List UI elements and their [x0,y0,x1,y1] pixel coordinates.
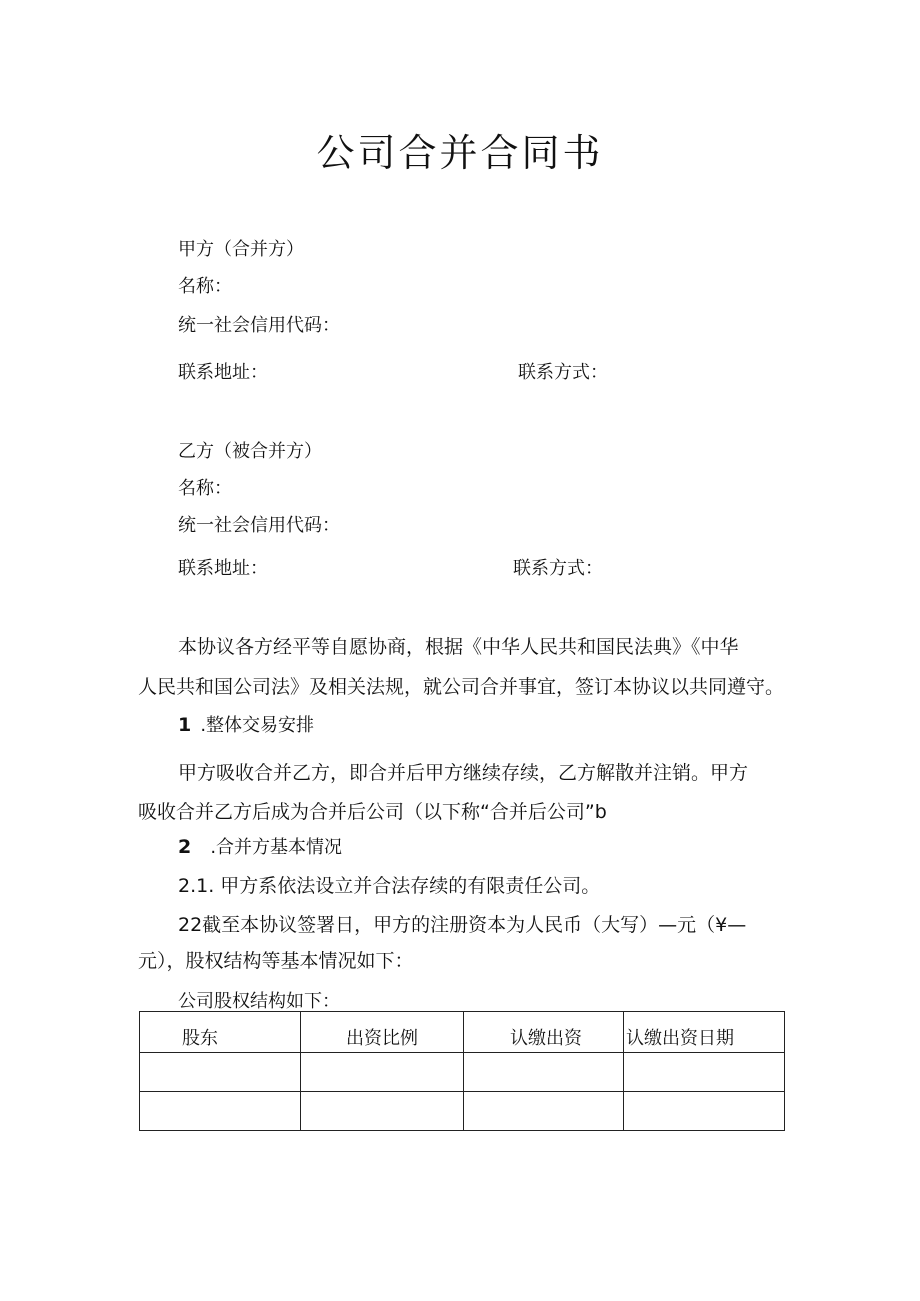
preamble-line-1: 本协议各方经平等自愿协商，根据《中华人民共和国民法典》《中华 [178,636,739,658]
party-b-credit-code-label: 统一社会信用代码： [178,515,340,536]
party-a-heading: 甲方（合并方） [178,239,304,260]
table-cell [464,1092,624,1131]
equity-table-header-row [140,1012,785,1053]
equity-header-shareholder: 股东 [140,1012,301,1053]
table-cell [624,1092,785,1131]
table-row [140,1053,785,1092]
party-a-credit-code-label: 统一社会信用代码： [178,315,340,336]
equity-table [139,1011,785,1131]
clause-2-2-line-1: 22截至本协议签署日，甲方的注册资本为人民币（大写）—元（¥— [178,914,747,936]
section-2-title: .合并方基本情况 [210,837,343,858]
party-b-address-label: 联系地址： [178,558,268,579]
clause-2-2-line-2: 元），股权结构等基本情况如下： [138,950,414,972]
table-row [140,1092,785,1131]
equity-header-date: 认缴出资日期 [624,1012,785,1053]
clause-2-1: 2.1. 甲方系依法设立并合法存续的有限责任公司。 [178,875,601,897]
party-b-heading: 乙方（被合并方） [178,441,322,462]
equity-intro: 公司股权结构如下： [178,991,340,1012]
preamble-line-2: 人民共和国公司法》及相关法规，就公司合并事宜，签订本协议以共同遵守。 [138,676,785,698]
document-title: 公司合并合同书 [316,131,604,175]
table-cell [301,1053,464,1092]
section-2-heading [178,833,342,859]
section-1-body-line-1: 甲方吸收合并乙方，即合并后甲方继续存续，乙方解散并注销。甲方 [178,762,749,784]
section-1-number: 1 [178,714,192,736]
table-cell [140,1053,301,1092]
table-cell [464,1053,624,1092]
section-1-body-line-2: 吸收合并乙方后成为合并后公司（以下称“合并后公司”b [138,801,607,823]
equity-header-subscribed: 认缴出资 [464,1012,624,1053]
party-b-contact-label: 联系方式： [513,558,603,579]
section-1-title: .整体交易安排 [200,715,315,736]
party-a-contact-label: 联系方式： [518,362,608,383]
table-cell [624,1053,785,1092]
section-2-number: 2 [178,836,192,858]
table-cell [301,1092,464,1131]
party-a-address-label: 联系地址： [178,362,268,383]
section-1-heading [178,711,314,737]
party-b-name-label: 名称： [178,478,232,499]
equity-header-ratio: 出资比例 [301,1012,464,1053]
party-a-name-label: 名称： [178,276,232,297]
table-cell [140,1092,301,1131]
